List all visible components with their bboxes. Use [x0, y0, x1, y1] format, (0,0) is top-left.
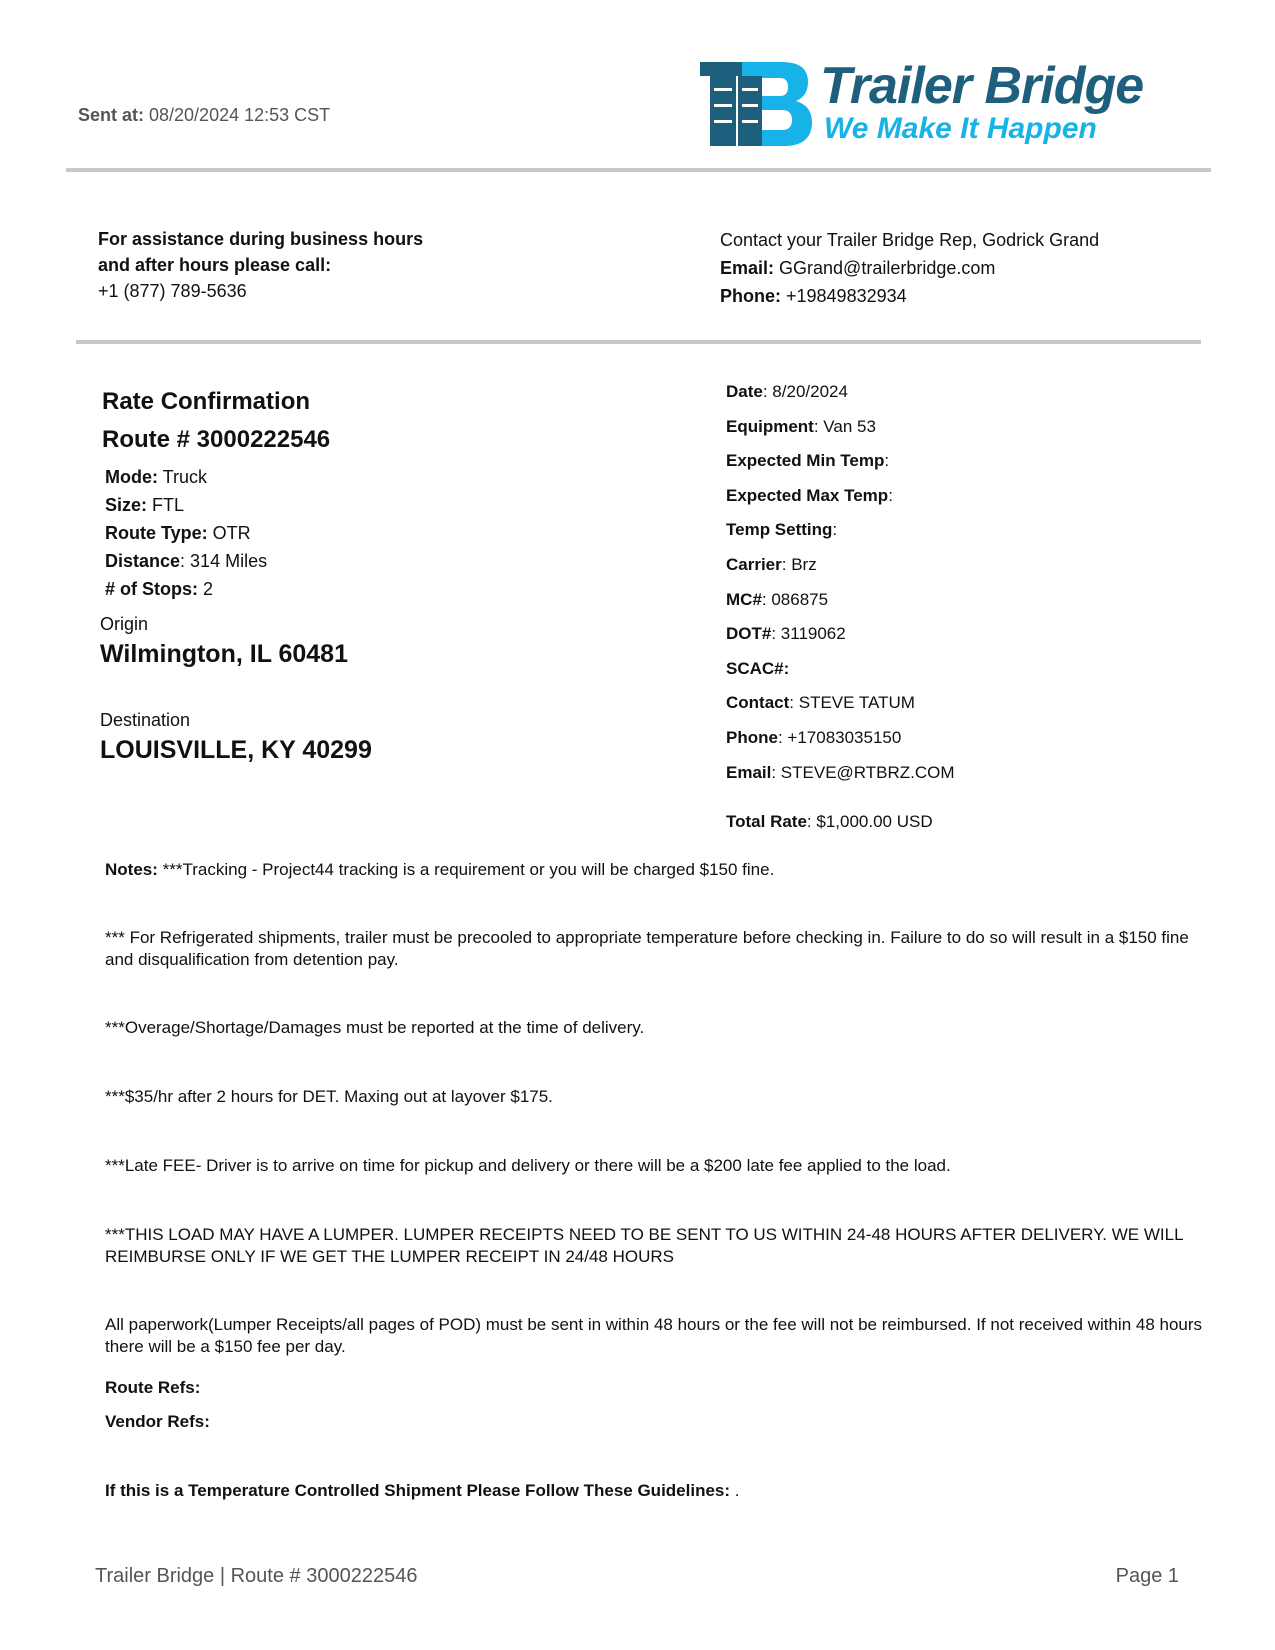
carrier-email-value[interactable]: : STEVE@RTBRZ.COM — [771, 762, 955, 782]
note-osd: ***Overage/Shortage/Damages must be reported at the time of delivery. — [105, 1018, 645, 1037]
min-temp-row — [726, 451, 955, 486]
mode-label: Mode: — [105, 467, 158, 487]
carrier-row — [726, 555, 955, 590]
carrier-phone-value: : +17083035150 — [777, 727, 902, 747]
page-title: Rate Confirmation — [102, 388, 311, 415]
equipment-label: Equipment — [726, 416, 814, 436]
mode-value: Truck — [158, 467, 208, 487]
min-temp-value: : — [884, 451, 890, 471]
note-lumper: ***THIS LOAD MAY HAVE A LUMPER. LUMPER RECEIPTS NEED TO BE SENT TO US WITHIN 24-48 HOURS AFTER DELIVERY. WE WILL REIMBURSE ONLY IF WE GET THE LUMPER RECEIPT IN 24/48 HOURS — [105, 1225, 1183, 1266]
date-row — [726, 382, 955, 417]
contact-row — [726, 693, 955, 728]
assistance-block — [98, 226, 423, 304]
min-temp-label: Expected Min Temp — [726, 451, 885, 471]
carrier-phone-row — [726, 728, 955, 763]
notes-label: Notes: — [105, 860, 158, 879]
total-rate-row — [726, 812, 933, 832]
footer-left: Trailer Bridge | Route # 3000222546 — [95, 1565, 418, 1587]
destination-label: Destination — [100, 710, 191, 730]
assistance-line-1: For assistance during business hours — [98, 229, 424, 249]
temp-setting-label: Temp Setting — [726, 520, 833, 540]
note-late-fee: ***Late FEE- Driver is to arrive on time for pickup and delivery or there will be a $200 late fee applied to the load. — [105, 1156, 951, 1175]
dot-value: : 3119062 — [771, 624, 846, 644]
stops-label: # of Stops: — [105, 579, 198, 599]
contact-label: Contact — [726, 693, 790, 713]
date-value: : 8/20/2024 — [762, 382, 848, 401]
route-type-value: OTR — [207, 523, 251, 543]
route-number: Route # 3000222546 — [102, 426, 331, 453]
size-value: FTL — [147, 495, 185, 515]
route-type-label: Route Type: — [105, 523, 208, 543]
trailer-bridge-logo — [700, 58, 1205, 152]
carrier-phone-label: Phone — [726, 727, 778, 747]
origin-value: Wilmington, IL 60481 — [100, 640, 348, 668]
mc-value: : 086875 — [761, 589, 829, 609]
temp-guidelines-label: If this is a Temperature Controlled Shipment Please Follow These Guidelines: — [105, 1481, 731, 1500]
sent-label: Sent at: — [78, 105, 145, 125]
scac-label: SCAC#: — [726, 658, 790, 678]
mode-row — [105, 463, 267, 491]
carrier-info — [726, 382, 955, 797]
max-temp-row — [726, 486, 955, 521]
rep-contact-block — [720, 226, 1099, 310]
contact-value: : STEVE TATUM — [789, 693, 915, 713]
logo-tagline: We Make It Happen — [824, 112, 1097, 145]
temp-setting-row — [726, 520, 955, 555]
equipment-value: : Van 53 — [813, 416, 876, 436]
date-label: Date — [726, 382, 763, 401]
rep-intro: Contact your Trailer Bridge Rep, Godrick Grand — [720, 230, 1100, 250]
scac-row — [726, 659, 955, 694]
origin-label: Origin — [100, 614, 149, 634]
rep-email-value[interactable]: GGrand@trailerbridge.com — [774, 258, 996, 278]
notes-section — [105, 859, 1205, 1358]
rep-phone-label: Phone: — [720, 286, 781, 306]
dot-label: DOT# — [726, 624, 772, 644]
carrier-label: Carrier — [726, 554, 782, 574]
page-number: Page 1 — [1115, 1565, 1179, 1587]
note-tracking-text: ***Tracking - Project44 tracking is a requirement or you will be charged $150 fine. — [157, 860, 775, 879]
equipment-row — [726, 417, 955, 452]
size-row — [105, 491, 267, 519]
note-tracking — [105, 859, 1205, 881]
carrier-email-label: Email — [726, 762, 772, 782]
route-refs-label: Route Refs: — [105, 1378, 201, 1397]
size-label: Size: — [105, 495, 148, 515]
mc-row — [726, 590, 955, 625]
rep-email-label: Email: — [720, 258, 775, 278]
destination-value: LOUISVILLE, KY 40299 — [100, 736, 372, 764]
max-temp-value: : — [888, 485, 893, 505]
shipment-details — [105, 463, 267, 603]
sent-value: 08/20/2024 12:53 CST — [144, 105, 331, 125]
dot-row — [726, 624, 955, 659]
note-detention: ***$35/hr after 2 hours for DET. Maxing out at layover $175. — [105, 1087, 553, 1106]
stops-row — [105, 575, 267, 603]
route-type-row — [105, 519, 267, 547]
distance-row — [105, 547, 267, 575]
confirmation-heading — [102, 383, 330, 459]
note-refrigerated: *** For Refrigerated shipments, trailer must be precooled to appropriate temperature before checking in. Failure to do so will result in a $150 fine and disqualification from detention pay. — [105, 928, 1189, 969]
carrier-email-row — [726, 763, 955, 798]
distance-value: : 314 Miles — [180, 551, 268, 571]
temp-guidelines — [105, 1481, 740, 1501]
vendor-refs-label: Vendor Refs: — [105, 1412, 210, 1431]
assistance-line-2: and after hours please call: — [98, 255, 332, 275]
rep-email — [720, 254, 1099, 282]
distance-label: Distance — [105, 551, 181, 571]
logo-name: Trailer Bridge — [820, 57, 1144, 115]
header-divider — [66, 168, 1211, 172]
total-rate-value: : $1,000.00 USD — [806, 812, 933, 831]
rep-phone-value: +19849832934 — [781, 286, 907, 306]
assistance-phone: +1 (877) 789-5636 — [98, 281, 247, 301]
section-divider — [76, 340, 1201, 344]
stops-value: 2 — [198, 579, 214, 599]
note-paperwork: All paperwork(Lumper Receipts/all pages of POD) must be sent in within 48 hours or the fee will not be reimbursed. If not received within 48 hours there will be a $150 fee per day. — [105, 1315, 1203, 1356]
temp-setting-value: : — [832, 520, 838, 540]
carrier-value: : Brz — [781, 554, 817, 574]
total-rate-label: Total Rate — [726, 812, 807, 831]
temp-guidelines-value: . — [730, 1481, 740, 1500]
sent-at — [78, 105, 330, 126]
mc-label: MC# — [726, 589, 762, 609]
max-temp-label: Expected Max Temp — [726, 485, 889, 505]
rep-phone — [720, 282, 1099, 310]
